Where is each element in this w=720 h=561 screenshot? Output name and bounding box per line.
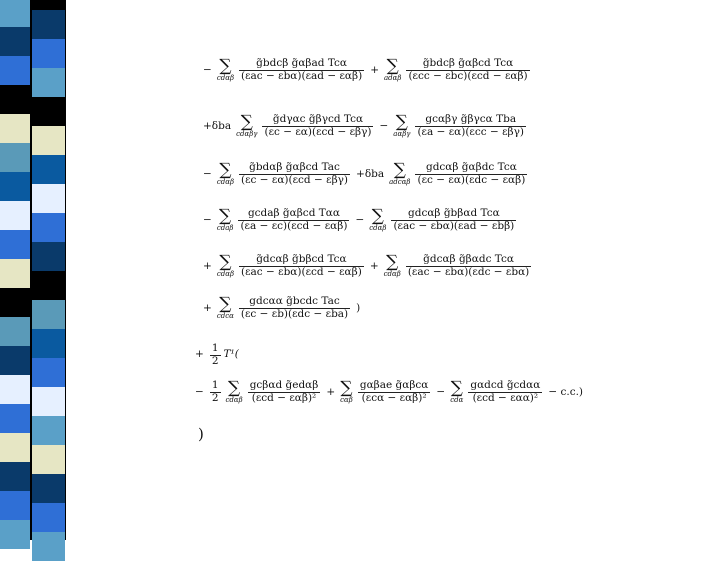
sigma-glyph: ∑ bbox=[219, 294, 232, 314]
sum-symbol bbox=[217, 162, 234, 187]
term-sign: + bbox=[203, 301, 212, 314]
fraction-denominator: (εc − εα)(εcd − εβγ) bbox=[264, 125, 372, 138]
sum-index: cdcα bbox=[216, 312, 234, 320]
stripe-left bbox=[0, 201, 30, 230]
sum-symbol bbox=[217, 254, 234, 279]
sigma-glyph: ∑ bbox=[450, 378, 463, 398]
sigma-glyph: ∑ bbox=[393, 160, 406, 180]
stripe-left bbox=[0, 491, 30, 520]
fraction-numerator: gαβae g̃αβcα bbox=[359, 379, 429, 392]
fraction-denominator: (εcd − εαα)² bbox=[472, 391, 539, 404]
sum-symbol bbox=[389, 162, 410, 187]
half-t1-line bbox=[192, 343, 239, 367]
stripe-right bbox=[32, 10, 65, 39]
sum-index: cαβ bbox=[340, 396, 353, 404]
term-sign: − bbox=[436, 385, 446, 398]
fraction-numerator: g̃bdαβ g̃αβcd Tac bbox=[239, 162, 350, 175]
fraction-numerator: gαdcd g̃cdαα bbox=[470, 379, 541, 392]
term-sign: + bbox=[195, 348, 204, 361]
term-sign: + bbox=[203, 259, 212, 272]
stripe-left bbox=[0, 85, 30, 114]
sum-symbol bbox=[384, 254, 401, 279]
stripe-right bbox=[32, 474, 65, 503]
fraction-denominator: (εac − εbα)(εad − εαβ) bbox=[241, 69, 363, 82]
sigma-glyph: ∑ bbox=[240, 112, 253, 132]
stripe-right bbox=[32, 126, 65, 155]
sum-index: cdαβ bbox=[383, 270, 401, 278]
fraction-numerator: gcαβγ g̃βγcα Tba bbox=[415, 114, 526, 127]
sum-index: cdαβγ bbox=[236, 130, 258, 138]
sum-index: cdαβ bbox=[216, 270, 234, 278]
term-sign: − bbox=[195, 385, 204, 398]
sum-symbol bbox=[340, 380, 353, 405]
stripe-right bbox=[32, 68, 65, 97]
sigma-glyph: ∑ bbox=[371, 206, 384, 226]
stripe-right bbox=[32, 358, 65, 387]
stripe-right bbox=[32, 532, 65, 561]
stripe-right bbox=[32, 242, 65, 271]
fraction-denominator: 2 bbox=[211, 391, 219, 404]
stripe-right bbox=[32, 155, 65, 184]
sigma-glyph: ∑ bbox=[340, 378, 353, 398]
sigma-glyph: ∑ bbox=[395, 112, 408, 132]
sum-symbol bbox=[217, 58, 234, 83]
term-sign: +δba bbox=[203, 119, 232, 132]
stripe-right bbox=[32, 416, 65, 445]
sum-index: cdα bbox=[450, 396, 464, 404]
term-sign: − bbox=[203, 213, 212, 226]
fraction-numerator: gcβαd g̃edαβ bbox=[249, 379, 319, 392]
sum-index: cdαβ bbox=[225, 396, 243, 404]
fraction-denominator: (εac − εbα)(εdc − εbα) bbox=[407, 265, 530, 278]
fraction-denominator: (εcα − εαβ)² bbox=[361, 391, 427, 404]
stripe-left bbox=[0, 462, 30, 491]
stripe-left bbox=[0, 230, 30, 259]
fraction-denominator: (εa − εc)(εcd − εαβ) bbox=[240, 219, 348, 232]
fraction-denominator: (εa − εα)(εcc − εβγ) bbox=[417, 125, 524, 138]
sum-symbol bbox=[226, 380, 243, 405]
sum-symbol bbox=[450, 380, 463, 405]
cc-tail: − c.c.) bbox=[548, 385, 584, 398]
stripe-left bbox=[0, 288, 30, 317]
stripe-left bbox=[0, 27, 30, 56]
fraction-denominator: (εcc − εbc)(εcd − εαβ) bbox=[408, 69, 528, 82]
fraction-numerator: g̃dcαβ g̃bβcd Tcα bbox=[239, 254, 364, 267]
fraction bbox=[239, 58, 364, 82]
fraction bbox=[391, 208, 516, 232]
sum-symbol bbox=[217, 296, 234, 321]
equation-row bbox=[200, 296, 363, 321]
fraction-numerator: g̃dγαc g̃βγcd Tcα bbox=[262, 114, 373, 127]
sum-index: adαβ bbox=[384, 74, 402, 82]
stripe-right bbox=[32, 300, 65, 329]
sigma-glyph: ∑ bbox=[219, 160, 232, 180]
stripe-left bbox=[0, 114, 30, 143]
sigma-glyph: ∑ bbox=[386, 56, 399, 76]
term-sign: − bbox=[379, 119, 389, 132]
term-sign: + bbox=[369, 259, 379, 272]
stripe-right bbox=[32, 503, 65, 532]
stripe-left bbox=[0, 172, 30, 201]
fraction-numerator: g̃dcαβ g̃βαdc Tcα bbox=[406, 254, 531, 267]
t1-symbol: T¹( bbox=[223, 348, 239, 361]
fraction-numerator: 1 bbox=[211, 379, 219, 392]
sigma-glyph: ∑ bbox=[219, 252, 232, 272]
fraction bbox=[248, 380, 321, 404]
term-sign: +δba bbox=[356, 167, 385, 180]
fraction bbox=[239, 296, 350, 320]
stripe-left bbox=[0, 0, 30, 27]
equation-row bbox=[200, 208, 519, 233]
sum-symbol bbox=[236, 114, 257, 139]
fraction-denominator: 2 bbox=[211, 354, 219, 367]
sum-index: cdαβ bbox=[216, 74, 234, 82]
stripe-left bbox=[0, 375, 30, 404]
stripe-right bbox=[32, 387, 65, 416]
stripe-left bbox=[0, 259, 30, 288]
stripe-right bbox=[32, 329, 65, 358]
stripe-right bbox=[32, 445, 65, 474]
sigma-glyph: ∑ bbox=[386, 252, 399, 272]
sigma-glyph: ∑ bbox=[219, 56, 232, 76]
stripe-right bbox=[32, 271, 65, 300]
fraction bbox=[468, 380, 542, 404]
sum-index: cdαβ bbox=[369, 224, 387, 232]
fraction-denominator: (εc − εb)(εdc − εba) bbox=[240, 307, 349, 320]
fraction-numerator: g̃bdcβ g̃αβad Tcα bbox=[239, 58, 364, 71]
sum-symbol bbox=[384, 58, 401, 83]
stripe-right bbox=[32, 184, 65, 213]
fraction bbox=[238, 208, 349, 232]
sigma-glyph: ∑ bbox=[219, 206, 232, 226]
fraction bbox=[415, 162, 527, 186]
fraction-numerator: gdcαβ g̃bβαd Tcα bbox=[391, 208, 516, 221]
equation-row bbox=[200, 162, 530, 187]
term-sign: − bbox=[355, 213, 365, 226]
fraction bbox=[239, 254, 364, 278]
term-sign: + bbox=[370, 63, 379, 76]
stripe-left bbox=[0, 56, 30, 85]
fraction-denominator: (εac − εbα)(εcd − εαβ) bbox=[241, 265, 362, 278]
fraction bbox=[210, 343, 221, 367]
fraction-denominator: (εc − εα)(εdc − εαβ) bbox=[417, 173, 526, 186]
decorative-stripe-bar bbox=[0, 0, 66, 540]
sum-symbol bbox=[369, 208, 386, 233]
stripe-left bbox=[0, 520, 30, 549]
sum-index: adcαβ bbox=[389, 178, 411, 186]
closing-paren: ) bbox=[198, 425, 204, 443]
stripe-left bbox=[0, 317, 30, 346]
fraction-numerator: gcdaβ g̃αβcd Tαα bbox=[238, 208, 349, 221]
term-sign: − bbox=[203, 167, 212, 180]
fraction bbox=[406, 254, 531, 278]
stripe-right bbox=[32, 39, 65, 68]
fraction-numerator: gdcαβ g̃αβdc Tcα bbox=[415, 162, 527, 175]
sum-symbol bbox=[217, 208, 234, 233]
term-sign: + bbox=[326, 385, 336, 398]
fraction-denominator: (εac − εbα)(εad − εbβ) bbox=[393, 219, 515, 232]
stripe-left bbox=[0, 433, 30, 462]
fraction bbox=[239, 162, 350, 186]
equation-row bbox=[200, 58, 533, 83]
sigma-glyph: ∑ bbox=[228, 378, 241, 398]
equation-row bbox=[200, 254, 534, 279]
stripe-left bbox=[0, 143, 30, 172]
equation-row bbox=[200, 114, 529, 139]
term-sign: − bbox=[203, 63, 212, 76]
fraction-numerator: gdcαα g̃bcdc Tac bbox=[239, 296, 350, 309]
fraction-denominator: (εcd − εαβ)² bbox=[251, 391, 317, 404]
stripe-left bbox=[0, 346, 30, 375]
fraction-denominator: (εc − εα)(εcd − εβγ) bbox=[241, 173, 349, 186]
stripe-right bbox=[32, 97, 65, 126]
stripe-right bbox=[32, 213, 65, 242]
sum-index: cdaβ bbox=[216, 224, 234, 232]
sum-index: cdαβ bbox=[216, 178, 234, 186]
fraction bbox=[358, 380, 431, 404]
fraction bbox=[415, 114, 526, 138]
fraction bbox=[406, 58, 529, 82]
stripe-left bbox=[0, 404, 30, 433]
sum-symbol bbox=[393, 114, 410, 139]
closing-paren: ) bbox=[356, 301, 361, 314]
sum-index: aαβγ bbox=[393, 130, 411, 138]
fraction-numerator: g̃bdcβ g̃αβcd Tcα bbox=[406, 58, 529, 71]
fraction-numerator: 1 bbox=[211, 342, 219, 354]
fraction bbox=[262, 114, 373, 138]
fraction bbox=[210, 380, 221, 404]
final-sum-line bbox=[192, 380, 586, 405]
